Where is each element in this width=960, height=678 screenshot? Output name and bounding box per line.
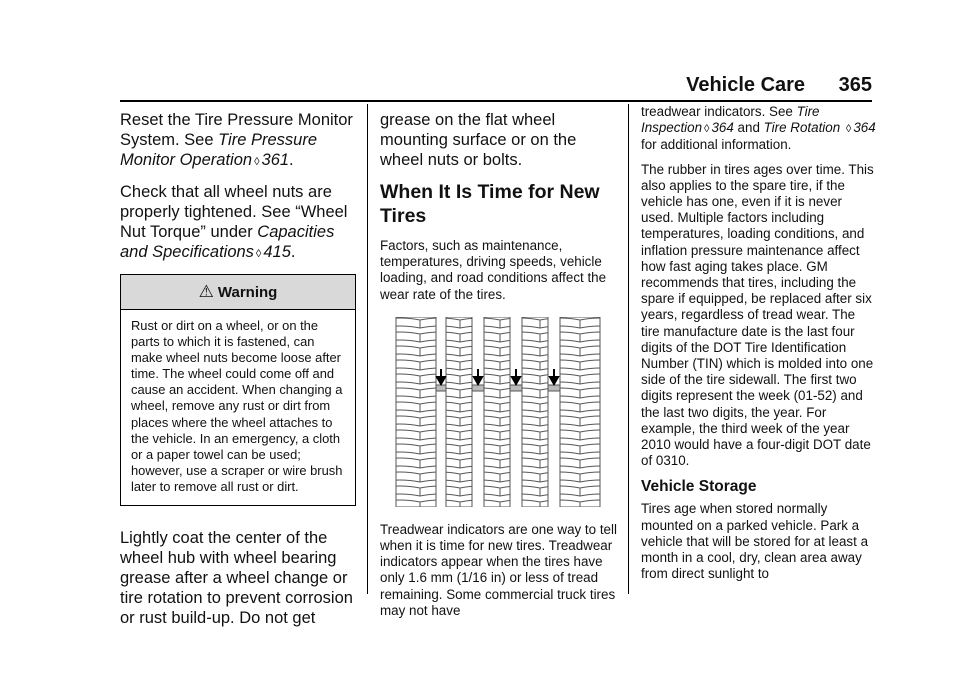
column-divider	[367, 104, 368, 594]
paragraph-storage: Tires age when stored normally mounted on a parked vehicle. Park a vehicle that will be stored for at least a month in a cool, dry, clean area away from direct sunlight to	[641, 501, 869, 582]
reference-title: Tire Pressure Monitor Operation	[120, 131, 318, 169]
paragraph-text: Reset the Tire Pressure Monitor System. See	[120, 111, 353, 149]
page-reference-arrow-icon: ◊	[704, 123, 710, 136]
page-reference-arrow-icon: ◊	[845, 123, 852, 136]
header-rule	[120, 100, 872, 102]
warning-title: Warning	[217, 284, 278, 301]
reference-title: Tire Inspection	[641, 104, 820, 136]
page-header	[686, 74, 872, 97]
reference-title: Capacities and Specifications	[120, 223, 335, 261]
section-heading-new-tires: When It Is Time for New Tires	[380, 181, 600, 227]
treadwear-indicator-diagram	[380, 317, 616, 507]
reference-page: 361	[261, 151, 290, 169]
warning-body: Rust or dirt on a wheel, or on the parts to which it is fastened, can make wheel nuts become loose after time. The wheel could come off and cause an accident. When changing a wheel, remove any rust or dirt from places where the wheel attaches to the vehicle. In an emergency, a cloth or a paper towel can be used; however, use a scraper or wire brush later to remove all rust or dirt.	[131, 318, 343, 494]
column-2	[380, 110, 620, 627]
column-1	[120, 110, 356, 638]
paragraph-factors: Factors, such as maintenance, temperatures, driving speeds, vehicle loading, and road conditions affect the wear rate of the tires.	[380, 238, 607, 302]
reference-page: 364	[853, 120, 876, 136]
column-3	[641, 104, 877, 590]
page-reference-arrow-icon: ◊	[254, 156, 260, 168]
page-number: 365	[838, 74, 872, 96]
warning-header	[121, 275, 355, 310]
paragraph-treadwear-cont	[641, 104, 877, 154]
reference-page: 415	[263, 243, 291, 261]
paragraph-check-nuts: Check that all wheel nuts are properly tightened. See “Wheel Nut Torque” under Capacities and Specifications ◊ 415.	[120, 183, 348, 261]
cross-reference[interactable]	[764, 120, 876, 135]
paragraph-tire-aging: The rubber in tires ages over time. This also applies to the spare tire, if the vehicle has one, even if it is never used. Multiple factors including temperatures, loading conditions, and inflation pressure maintenance affect how fast aging takes place. GM recommends that tires, including the spare if equipped, be replaced after six years, regardless of tread wear. The tire manufacture date is the last four digits of the DOT Tire Identification Number (TIN) which is molded into one side of the tire sidewall. The first two digits represent the week (01-52) and the last two digits, the year. For example, the third week of the year 2010 would have a four-digit DOT date of 0310.	[641, 161, 874, 469]
paragraph-reset-tpms: Reset the Tire Pressure Monitor System. See Tire Pressure Monitor Operation ◊ 361.	[120, 111, 353, 169]
reference-title: Tire Rotation	[763, 120, 841, 136]
section-heading-vehicle-storage: Vehicle Storage	[641, 478, 757, 496]
column-divider	[628, 104, 629, 594]
page-reference-arrow-icon: ◊	[255, 248, 262, 260]
warning-box	[120, 274, 356, 506]
reference-page: 364	[711, 120, 734, 136]
warning-triangle-icon: ⚠	[198, 282, 214, 301]
paragraph-grease: Lightly coat the center of the wheel hub with wheel bearing grease after a wheel change or tire rotation to prevent corrosion or rust build-up. Do not get	[120, 529, 353, 628]
paragraph-text: treadwear indicators. See	[641, 104, 797, 119]
paragraph-treadwear: Treadwear indicators are one way to tell when it is time for new tires. Treadwear indicators appear when the tires have only 1.6 mm (1/16 in) or less of tread remaining. Some commercial truck tires may not have	[380, 521, 617, 618]
paragraph-text: and	[733, 120, 764, 136]
section-title: Vehicle Care	[686, 74, 806, 96]
paragraph-text: Check that all wheel nuts are properly tightened. See “Wheel Nut Torque” under	[120, 183, 348, 241]
treadwear-illustration	[380, 317, 620, 512]
paragraph-text: for additional information.	[641, 137, 792, 153]
paragraph-grease-cont: grease on the flat wheel mounting surface or on the wheel nuts or bolts.	[380, 111, 577, 169]
